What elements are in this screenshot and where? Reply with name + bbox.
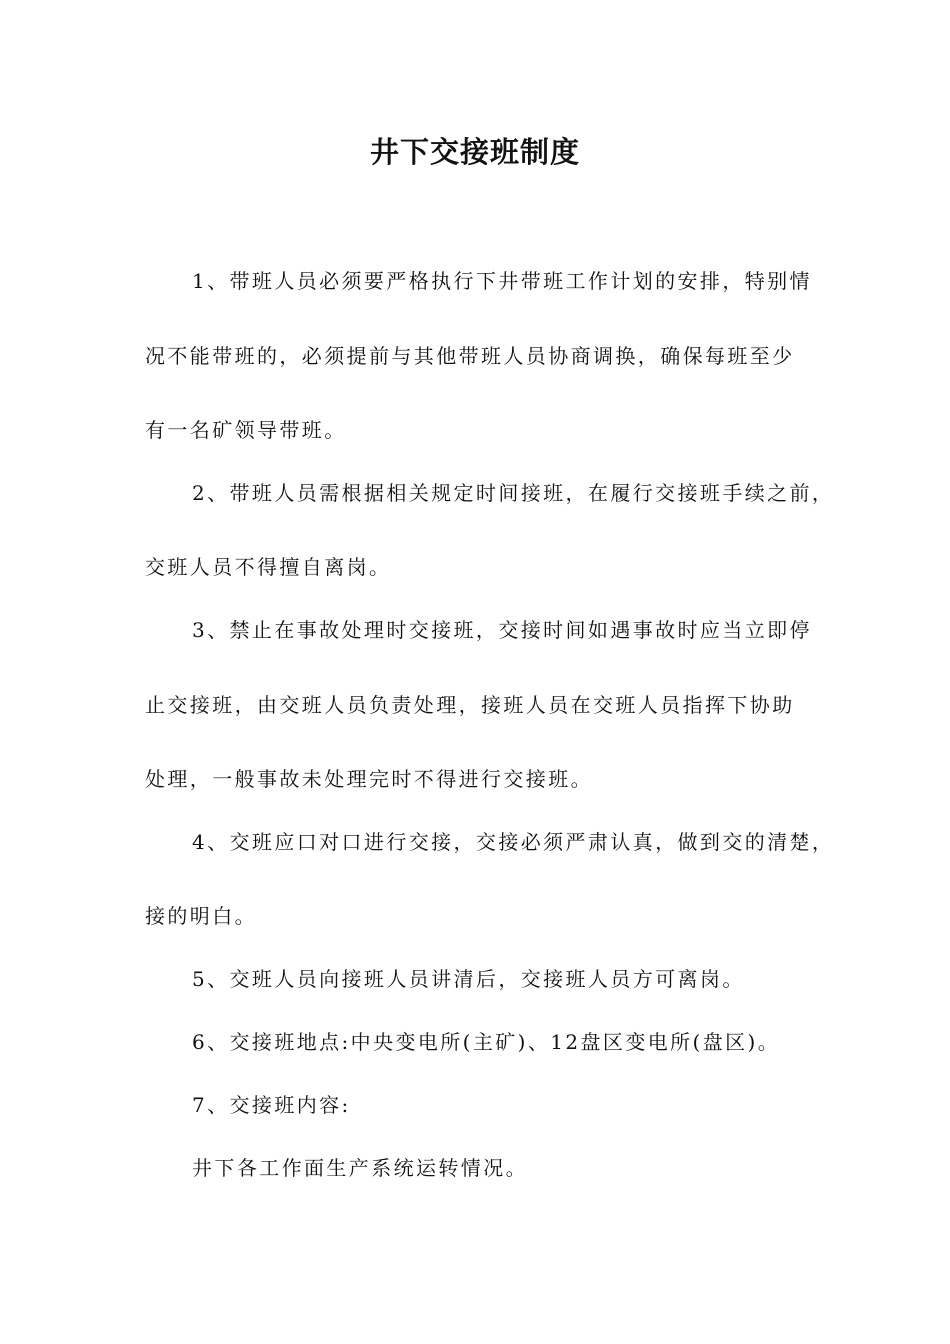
paragraph-5: 5、交班人员向接班人员讲清后，交接班人员方可离岗。 [192,967,745,991]
paragraph-3-line-1: 3、禁止在事故处理时交接班，交接时间如遇事故时应当立即停 [192,618,812,642]
paragraph-8: 井下各工作面生产系统运转情况。 [192,1156,528,1180]
paragraph-7: 7、交接班内容: [192,1093,351,1117]
paragraph-1-line-2: 况不能带班的，必须提前与其他带班人员协商调换，确保每班至少 [145,344,795,368]
paragraph-1-line-1: 1、带班人员必须要严格执行下井带班工作计划的安排，特别情 [192,269,812,293]
document-title: 井下交接班制度 [369,135,580,169]
paragraph-1-line-3: 有一名矿领导带班。 [145,418,347,442]
paragraph-2-line-2: 交班人员不得擅自离岗。 [145,555,392,579]
paragraph-6: 6、交接班地点:中央变电所(主矿)、12盘区变电所(盘区)。 [192,1030,781,1054]
paragraph-3-line-2: 止交接班，由交班人员负责处理，接班人员在交班人员指挥下协助 [145,693,795,717]
paragraph-3-line-3: 处理，一般事故未处理完时不得进行交接班。 [145,767,593,791]
paragraph-4-line-1: 4、交班应口对口进行交接，交接必须严肃认真，做到交的清楚， [192,830,835,854]
paragraph-2-line-1: 2、带班人员需根据相关规定时间接班，在履行交接班手续之前， [192,481,835,505]
paragraph-4-line-2: 接的明白。 [145,904,257,928]
